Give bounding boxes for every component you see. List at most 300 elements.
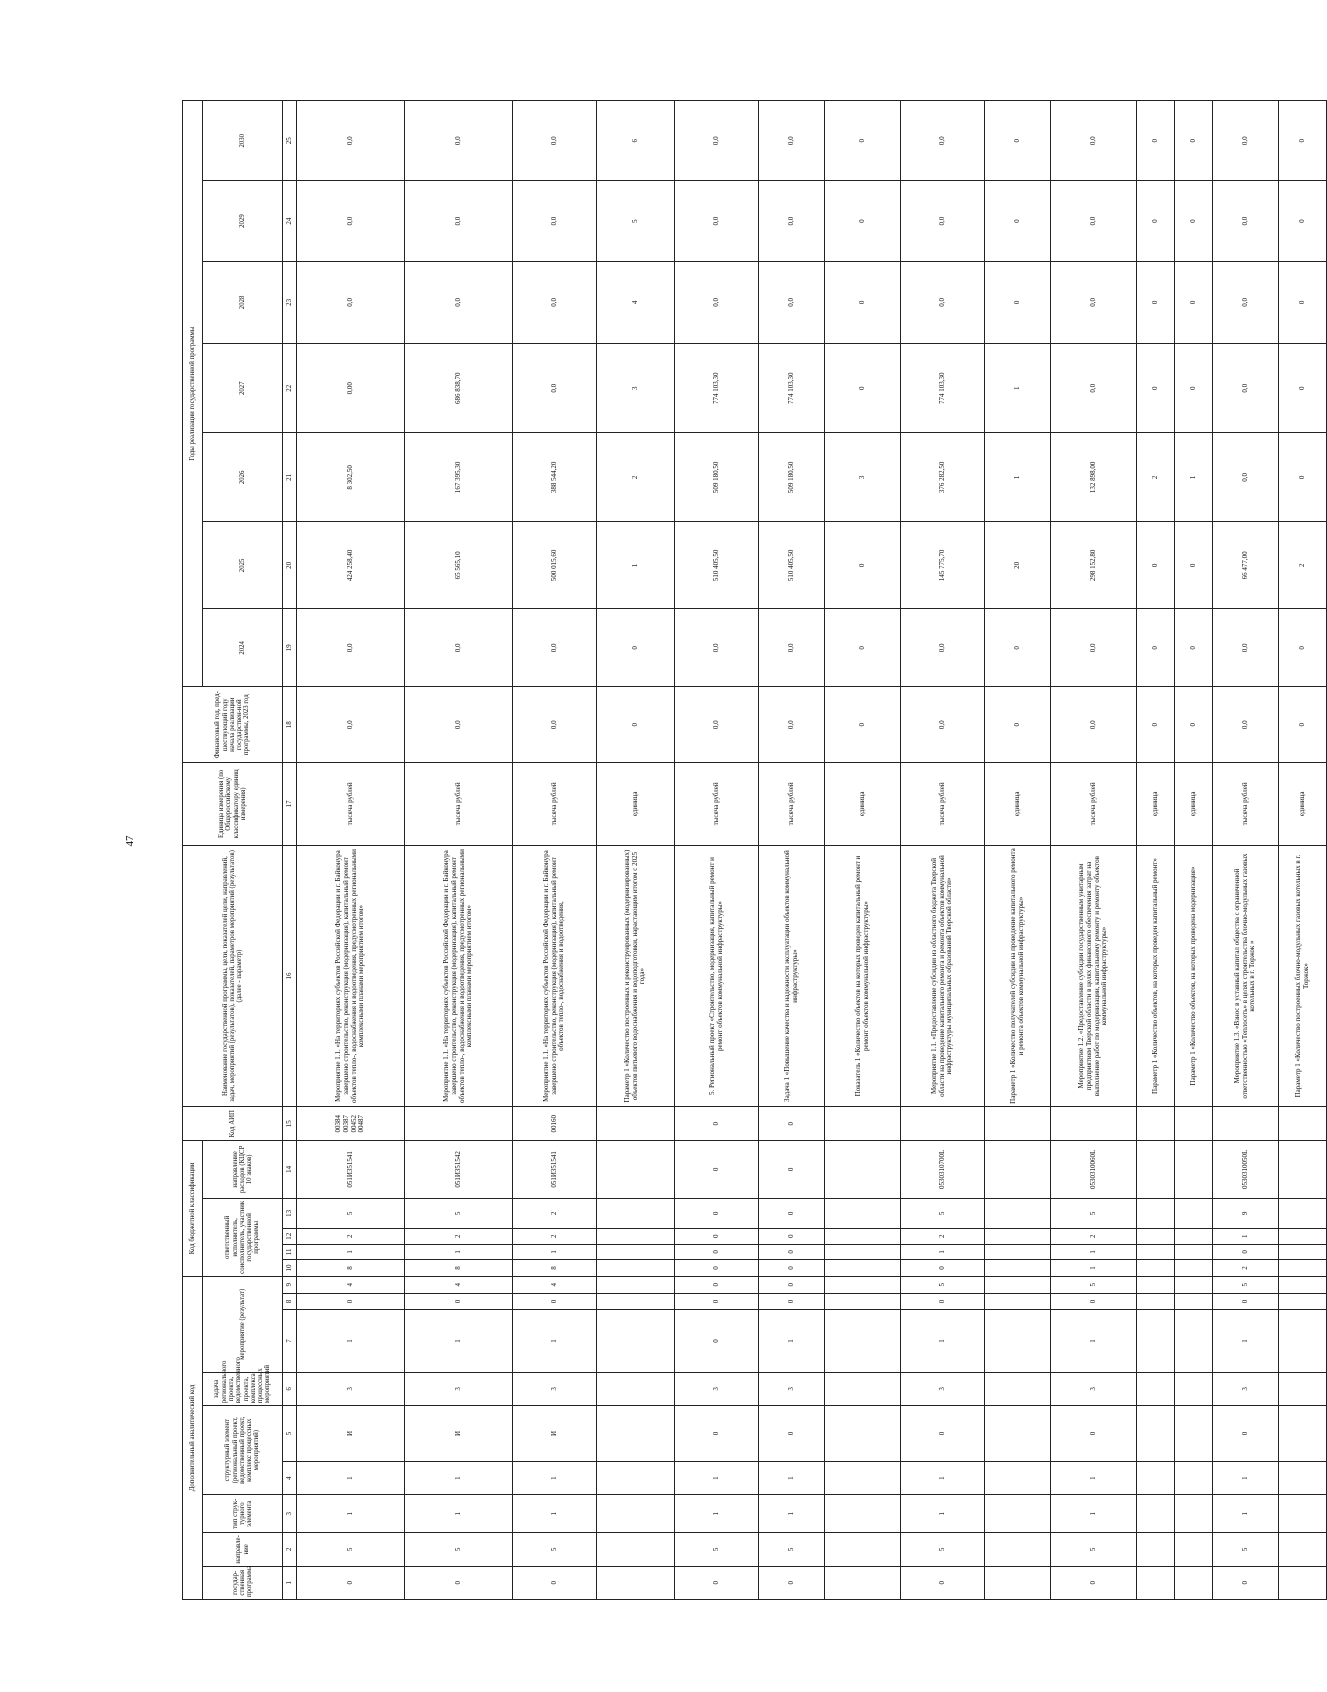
- struct-code-2: 0: [759, 1406, 825, 1462]
- napr-code: 5: [405, 1533, 513, 1566]
- fin-year-value: 0,0: [405, 687, 513, 763]
- header-year-2027: 2027: [203, 344, 283, 433]
- value-2029: 0: [1137, 181, 1175, 261]
- value-2028: 0: [1279, 261, 1327, 343]
- table-row: [1051, 101, 1137, 1600]
- item-name: Мероприятие 1.1. «На территориях субъектов Российской Федерации и г. Байконура завершено строительство, реконструкция (модернизация), капитальный ремонт объектов тепло-, водоснабжения и водоотведения, предусмотренных региональными комплексными планами мероприятием итогом»: [405, 845, 513, 1107]
- meropr-code-2: [1279, 1293, 1327, 1310]
- struct-code: 1: [759, 1461, 825, 1494]
- column-number: 2: [283, 1533, 297, 1566]
- header-resp: ответственный исполнитель, соисполнитель, участник государственной программы: [203, 1198, 283, 1276]
- header-additional-code: Дополнительный аналитический код: [183, 1276, 203, 1599]
- tip-code: 1: [901, 1495, 985, 1533]
- resp-code-4: 5: [297, 1198, 405, 1228]
- napr-code: [1175, 1533, 1213, 1566]
- fin-year-value: 0,0: [1213, 687, 1279, 763]
- tip-code: 1: [513, 1495, 597, 1533]
- value-2025: 510 405,50: [759, 522, 825, 609]
- column-number-row: [283, 101, 297, 1600]
- value-2028: 0,0: [675, 261, 759, 343]
- resp-code-3: [597, 1228, 675, 1244]
- tip-code: 1: [1051, 1495, 1137, 1533]
- resp-code-2: 0: [675, 1244, 759, 1260]
- resp-code: 1: [1051, 1260, 1137, 1277]
- value-2025: 66 477,00: [1213, 522, 1279, 609]
- item-name: Мероприятие 1.1. «На территориях субъектов Российской Федерации и г. Байконура завершено строительство, реконструкция (модернизация), капитальный ремонт объектов тепло-, водоснабжения и водоотведения, предусмотренных региональными комплексными планами мероприятием итогом»: [297, 845, 405, 1107]
- value-2027: 0,0: [1213, 344, 1279, 433]
- meropr-code-3: [1175, 1276, 1213, 1293]
- task-code: 3: [513, 1372, 597, 1405]
- resp-code-3: 2: [513, 1228, 597, 1244]
- table-row: [597, 101, 675, 1600]
- value-2026: 1: [1175, 433, 1213, 522]
- table-row: [297, 101, 405, 1600]
- meropr-code-3: [985, 1276, 1051, 1293]
- expense-code: 0530310700L: [901, 1140, 985, 1198]
- value-2026: 509 180,50: [759, 433, 825, 522]
- meropr-code: [1175, 1310, 1213, 1372]
- resp-code: [1175, 1260, 1213, 1277]
- struct-code-2: 0: [675, 1406, 759, 1462]
- value-2030: 0: [825, 101, 901, 181]
- meropr-code-2: [825, 1293, 901, 1310]
- value-2025: 510 405,50: [675, 522, 759, 609]
- resp-code-4: 9: [1213, 1198, 1279, 1228]
- value-2029: 0,0: [1051, 181, 1137, 261]
- unit: единица: [1137, 763, 1175, 845]
- resp-code-2: [1175, 1244, 1213, 1260]
- value-2024: 0: [825, 609, 901, 687]
- task-code: 3: [1051, 1372, 1137, 1405]
- unit: единица: [1175, 763, 1213, 845]
- gp-code: 0: [759, 1566, 825, 1599]
- unit: тысяча рублей: [901, 763, 985, 845]
- resp-code-3: 2: [297, 1228, 405, 1244]
- meropr-code-2: [1175, 1293, 1213, 1310]
- aip-code: [825, 1107, 901, 1140]
- resp-code-3: [1279, 1228, 1327, 1244]
- value-2026: 0,0: [1213, 433, 1279, 522]
- expense-code: [597, 1140, 675, 1198]
- value-2024: 0,0: [901, 609, 985, 687]
- resp-code-3: 2: [1051, 1228, 1137, 1244]
- struct-code-2: И: [297, 1406, 405, 1462]
- value-2029: 0,0: [297, 181, 405, 261]
- column-number: 20: [283, 522, 297, 609]
- struct-code: [825, 1461, 901, 1494]
- unit: тысяча рублей: [1051, 763, 1137, 845]
- unit: тысяча рублей: [1213, 763, 1279, 845]
- unit: тысяча рублей: [297, 763, 405, 845]
- item-name: Мероприятие 1.1. «На территориях субъектов Российской Федерации и г. Байконура завершено строительство, реконструкция (модернизация), капитальный ремонт объектов тепло-, водоснабжения и водоотведения,: [513, 845, 597, 1107]
- expense-code: 0: [759, 1140, 825, 1198]
- resp-code-3: [1137, 1228, 1175, 1244]
- value-2027: 686 838,70: [405, 344, 513, 433]
- aip-code: [597, 1107, 675, 1140]
- expense-code: 051И351541: [513, 1140, 597, 1198]
- resp-code-4: [985, 1198, 1051, 1228]
- meropr-code: [1137, 1310, 1175, 1372]
- task-code: 3: [759, 1372, 825, 1405]
- value-2029: 5: [597, 181, 675, 261]
- meropr-code: [597, 1310, 675, 1372]
- task-code: 3: [1213, 1372, 1279, 1405]
- struct-code-2: И: [513, 1406, 597, 1462]
- tip-code: [597, 1495, 675, 1533]
- value-2024: 0: [1279, 609, 1327, 687]
- unit: тысяча рублей: [405, 763, 513, 845]
- value-2028: 0: [825, 261, 901, 343]
- aip-code: [1279, 1107, 1327, 1140]
- column-number: 24: [283, 181, 297, 261]
- tip-code: 1: [297, 1495, 405, 1533]
- value-2026: 3: [825, 433, 901, 522]
- table-row: [675, 101, 759, 1600]
- header-budget-code: Код бюджетной классификации: [183, 1140, 203, 1276]
- gp-code: [825, 1566, 901, 1599]
- column-number: 15: [283, 1107, 297, 1140]
- header-fin-year: Финансовый год, пред-шествующий году начала реализации государствен-ной программы, 2023 год: [183, 687, 283, 763]
- tip-code: [1137, 1495, 1175, 1533]
- aip-code: 00160: [513, 1107, 597, 1140]
- struct-code: 1: [405, 1461, 513, 1494]
- resp-code-3: 0: [675, 1228, 759, 1244]
- value-2025: 298 152,80: [1051, 522, 1137, 609]
- resp-code: [597, 1260, 675, 1277]
- meropr-code-2: 0: [513, 1293, 597, 1310]
- column-number: 9: [283, 1276, 297, 1293]
- resp-code-2: [985, 1244, 1051, 1260]
- struct-code-2: 0: [901, 1406, 985, 1462]
- column-number: 22: [283, 344, 297, 433]
- gp-code: 0: [675, 1566, 759, 1599]
- resp-code: 8: [405, 1260, 513, 1277]
- resp-code-4: 5: [405, 1198, 513, 1228]
- napr-code: 5: [297, 1533, 405, 1566]
- meropr-code-2: 0: [675, 1293, 759, 1310]
- task-code: [1175, 1372, 1213, 1405]
- gp-code: [1137, 1566, 1175, 1599]
- gp-code: [1175, 1566, 1213, 1599]
- header-tip: тип струк-турного элемента: [203, 1495, 283, 1533]
- value-2027: 1: [985, 344, 1051, 433]
- header-name: Наименование государственной программы, цели, показателей цели, направлений, задач, мероприятий (результатов), показателей, параметров мероприятий (результатов) (далее - параметр): [183, 845, 283, 1107]
- value-2028: 0,0: [297, 261, 405, 343]
- meropr-code-3: [1279, 1276, 1327, 1293]
- header-year-2024: 2024: [203, 609, 283, 687]
- value-2030: 0,0: [405, 101, 513, 181]
- resp-code-2: [1137, 1244, 1175, 1260]
- value-2028: 0,0: [1213, 261, 1279, 343]
- item-name: Мероприятие 1.1. «Предоставление субсидии из областного бюджета Тверской области на проведение капитального ремонта и ремонта объектов коммунальной инфраструктуры муниципальных образований Тверской области»: [901, 845, 985, 1107]
- header-exp: направление расходов (КЦСР 10 знаков): [203, 1140, 283, 1198]
- fin-year-value: 0,0: [675, 687, 759, 763]
- value-2029: 0,0: [759, 181, 825, 261]
- aip-code: 0: [759, 1107, 825, 1140]
- meropr-code-3: 5: [1213, 1276, 1279, 1293]
- resp-code-2: 1: [405, 1244, 513, 1260]
- tip-code: 1: [1213, 1495, 1279, 1533]
- table-row: [1279, 101, 1327, 1600]
- column-number: 1: [283, 1566, 297, 1599]
- table-row: [513, 101, 597, 1600]
- resp-code: [1279, 1260, 1327, 1277]
- meropr-code: [825, 1310, 901, 1372]
- struct-code-2: 0: [1051, 1406, 1137, 1462]
- meropr-code-2: 0: [1051, 1293, 1137, 1310]
- column-number: 25: [283, 101, 297, 181]
- table-row: [901, 101, 985, 1600]
- item-name: Параметр 1 «Количество получателей субсидии на проведение капитального ремонта и ремонта объектов коммунальной инфраструктуры»: [985, 845, 1051, 1107]
- tip-code: 1: [675, 1495, 759, 1533]
- meropr-code: 0: [675, 1310, 759, 1372]
- value-2028: 0: [1137, 261, 1175, 343]
- item-name: Мероприятие 1.2. «Предоставление субсидии государственным унитарным предприятиям Тверской области в целях финансового обеспечения затрат на выполнение работ по модернизации, капитальному ремонту и ремонту объектов коммунальной инфраструктуры»: [1051, 845, 1137, 1107]
- struct-code: [985, 1461, 1051, 1494]
- struct-code: [597, 1461, 675, 1494]
- gp-code: 0: [901, 1566, 985, 1599]
- fin-year-value: 0: [1279, 687, 1327, 763]
- tip-code: [1279, 1495, 1327, 1533]
- value-2025: 0: [825, 522, 901, 609]
- napr-code: [1279, 1533, 1327, 1566]
- resp-code-3: [1175, 1228, 1213, 1244]
- expense-code: [1175, 1140, 1213, 1198]
- value-2030: 0,0: [1051, 101, 1137, 181]
- tip-code: 1: [405, 1495, 513, 1533]
- unit: единица: [825, 763, 901, 845]
- task-code: [1279, 1372, 1327, 1405]
- meropr-code-2: 0: [405, 1293, 513, 1310]
- gp-code: 0: [513, 1566, 597, 1599]
- header-year-2028: 2028: [203, 261, 283, 343]
- aip-code: [985, 1107, 1051, 1140]
- fin-year-value: 0,0: [1051, 687, 1137, 763]
- expense-code: [825, 1140, 901, 1198]
- task-code: 3: [405, 1372, 513, 1405]
- tip-code: [825, 1495, 901, 1533]
- struct-code-2: [1175, 1406, 1213, 1462]
- value-2027: 774 103,30: [759, 344, 825, 433]
- column-number: 10: [283, 1260, 297, 1277]
- napr-code: [1137, 1533, 1175, 1566]
- unit: единица: [597, 763, 675, 845]
- document-table-area: [182, 100, 1310, 1600]
- expense-code: 051И351542: [405, 1140, 513, 1198]
- meropr-code-3: 4: [513, 1276, 597, 1293]
- value-2026: 0: [1279, 433, 1327, 522]
- fin-year-value: 0: [1175, 687, 1213, 763]
- resp-code-4: [825, 1198, 901, 1228]
- struct-code: 1: [1051, 1461, 1137, 1494]
- column-number: 11: [283, 1244, 297, 1260]
- meropr-code-2: 0: [901, 1293, 985, 1310]
- item-name: Параметр 1 «Количество объектов, на которых проведен капитальный ремонт»: [1137, 845, 1175, 1107]
- table-row: [1175, 101, 1213, 1600]
- column-number: 23: [283, 261, 297, 343]
- meropr-code-2: 0: [1213, 1293, 1279, 1310]
- struct-code-2: 0: [1213, 1406, 1279, 1462]
- meropr-code-2: [1137, 1293, 1175, 1310]
- value-2024: 0,0: [759, 609, 825, 687]
- value-2029: 0: [825, 181, 901, 261]
- value-2027: 0: [1137, 344, 1175, 433]
- column-number: 5: [283, 1406, 297, 1462]
- value-2026: 8 302,50: [297, 433, 405, 522]
- resp-code-2: [825, 1244, 901, 1260]
- resp-code-3: [985, 1228, 1051, 1244]
- resp-code-2: 1: [901, 1244, 985, 1260]
- aip-code: 00384 00387 00452 00487: [297, 1107, 405, 1140]
- header-task: задача регионального проекта, ведомственного проекта, комплекса процессных мероприятий: [203, 1372, 283, 1405]
- resp-code: [825, 1260, 901, 1277]
- table-row: [825, 101, 901, 1600]
- meropr-code: [985, 1310, 1051, 1372]
- value-2024: 0,0: [1213, 609, 1279, 687]
- resp-code-4: [1175, 1198, 1213, 1228]
- value-2026: 132 898,00: [1051, 433, 1137, 522]
- value-2030: 0,0: [513, 101, 597, 181]
- value-2028: 0,0: [901, 261, 985, 343]
- tip-code: [1175, 1495, 1213, 1533]
- napr-code: 5: [675, 1533, 759, 1566]
- value-2030: 0: [1279, 101, 1327, 181]
- struct-code: 1: [297, 1461, 405, 1494]
- item-name: Параметр 1 «Количество построенных и реконструированных (модернизированных) объектов питьевого водоснабжения и водоподготовки, нарастающим итогом с 2025 года»: [597, 845, 675, 1107]
- gp-code: 0: [1213, 1566, 1279, 1599]
- resp-code-4: [1279, 1198, 1327, 1228]
- value-2025: 500 015,60: [513, 522, 597, 609]
- meropr-code-3: 4: [297, 1276, 405, 1293]
- expense-code: [1279, 1140, 1327, 1198]
- value-2024: 0,0: [297, 609, 405, 687]
- value-2027: 0: [1279, 344, 1327, 433]
- value-2029: 0,0: [675, 181, 759, 261]
- header-meropr: мероприятие (результат): [203, 1276, 283, 1372]
- header-aip: Код АИП: [183, 1107, 283, 1140]
- napr-code: 5: [901, 1533, 985, 1566]
- expense-code: 0530310060L: [1051, 1140, 1137, 1198]
- napr-code: 5: [513, 1533, 597, 1566]
- napr-code: 5: [1213, 1533, 1279, 1566]
- value-2029: 0,0: [405, 181, 513, 261]
- struct-code-2: [825, 1406, 901, 1462]
- column-number: 4: [283, 1461, 297, 1494]
- column-number: 16: [283, 845, 297, 1107]
- value-2024: 0: [985, 609, 1051, 687]
- value-2024: 0,0: [405, 609, 513, 687]
- struct-code-2: [1137, 1406, 1175, 1462]
- value-2030: 0: [985, 101, 1051, 181]
- tip-code: [985, 1495, 1051, 1533]
- value-2025: 1: [597, 522, 675, 609]
- resp-code-4: [597, 1198, 675, 1228]
- item-name: 5. Региональный проект «Строительство, модернизация, капитальный ремонт и ремонт объектов коммунальной инфраструктуры»: [675, 845, 759, 1107]
- gp-code: [985, 1566, 1051, 1599]
- item-name: Показатель 1 «Количество объектов на которых проведен капитальный ремонт и ремонт объектов коммунальной инфраструктуры»: [825, 845, 901, 1107]
- resp-code-4: 0: [675, 1198, 759, 1228]
- meropr-code: [1279, 1310, 1327, 1372]
- meropr-code-2: [985, 1293, 1051, 1310]
- table-row: [759, 101, 825, 1600]
- tip-code: 1: [759, 1495, 825, 1533]
- resp-code: [985, 1260, 1051, 1277]
- header-year-2030: 2030: [203, 101, 283, 181]
- value-2029: 0,0: [1213, 181, 1279, 261]
- task-code: [1137, 1372, 1175, 1405]
- value-2030: 0,0: [901, 101, 985, 181]
- meropr-code: 1: [1213, 1310, 1279, 1372]
- value-2024: 0: [597, 609, 675, 687]
- column-number: 14: [283, 1140, 297, 1198]
- napr-code: 5: [759, 1533, 825, 1566]
- resp-code: 8: [513, 1260, 597, 1277]
- header-unit: Единица измерения (по Общероссийскому классификатору единиц измерения): [183, 763, 283, 845]
- value-2026: 167 395,30: [405, 433, 513, 522]
- resp-code-2: 1: [513, 1244, 597, 1260]
- meropr-code-3: 0: [759, 1276, 825, 1293]
- column-number: 21: [283, 433, 297, 522]
- task-code: 3: [901, 1372, 985, 1405]
- column-number: 8: [283, 1293, 297, 1310]
- aip-code: [405, 1107, 513, 1140]
- resp-code-4: 2: [513, 1198, 597, 1228]
- meropr-code-3: [825, 1276, 901, 1293]
- value-2027: 774 103,30: [675, 344, 759, 433]
- value-2024: 0,0: [675, 609, 759, 687]
- napr-code: 5: [1051, 1533, 1137, 1566]
- value-2026: 388 544,20: [513, 433, 597, 522]
- meropr-code: 1: [513, 1310, 597, 1372]
- table-body: [297, 101, 1327, 1600]
- value-2029: 0,0: [513, 181, 597, 261]
- table-row: [1213, 101, 1279, 1600]
- meropr-code-2: [597, 1293, 675, 1310]
- resp-code: 0: [759, 1260, 825, 1277]
- unit: единица: [985, 763, 1051, 845]
- value-2025: 0: [1137, 522, 1175, 609]
- header-napr: направле-ние: [203, 1533, 283, 1566]
- value-2030: 0,0: [759, 101, 825, 181]
- item-name: Мероприятие 1.3. «Взнос в уставный капитал общества с ограниченной ответственностью «Теплосеть» в целях строительства блочно-модульных газовых котельных в г. Торжок »: [1213, 845, 1279, 1107]
- value-2027: 0,0: [1051, 344, 1137, 433]
- value-2027: 3: [597, 344, 675, 433]
- expense-code: [1137, 1140, 1175, 1198]
- gp-code: 0: [1051, 1566, 1137, 1599]
- column-number: 6: [283, 1372, 297, 1405]
- resp-code: 8: [297, 1260, 405, 1277]
- item-name: Задача 1 «Повышение качества и надежности эксплуатации объектов коммунальной инфраструктуры»: [759, 845, 825, 1107]
- resp-code-2: 0: [1213, 1244, 1279, 1260]
- page-number: 47: [124, 835, 136, 847]
- struct-code-2: [985, 1406, 1051, 1462]
- resp-code: 0: [901, 1260, 985, 1277]
- value-2025: 2: [1279, 522, 1327, 609]
- value-2028: 0: [1175, 261, 1213, 343]
- fin-year-value: 0: [1137, 687, 1175, 763]
- value-2025: 0: [1175, 522, 1213, 609]
- resp-code-3: 1: [1213, 1228, 1279, 1244]
- value-2027: 774 103,30: [901, 344, 985, 433]
- struct-code-2: И: [405, 1406, 513, 1462]
- meropr-code-3: [597, 1276, 675, 1293]
- program-table: [182, 100, 1327, 1600]
- value-2028: 0: [985, 261, 1051, 343]
- unit: единица: [1279, 763, 1327, 845]
- meropr-code: 1: [297, 1310, 405, 1372]
- meropr-code: 1: [901, 1310, 985, 1372]
- fin-year-value: 0: [825, 687, 901, 763]
